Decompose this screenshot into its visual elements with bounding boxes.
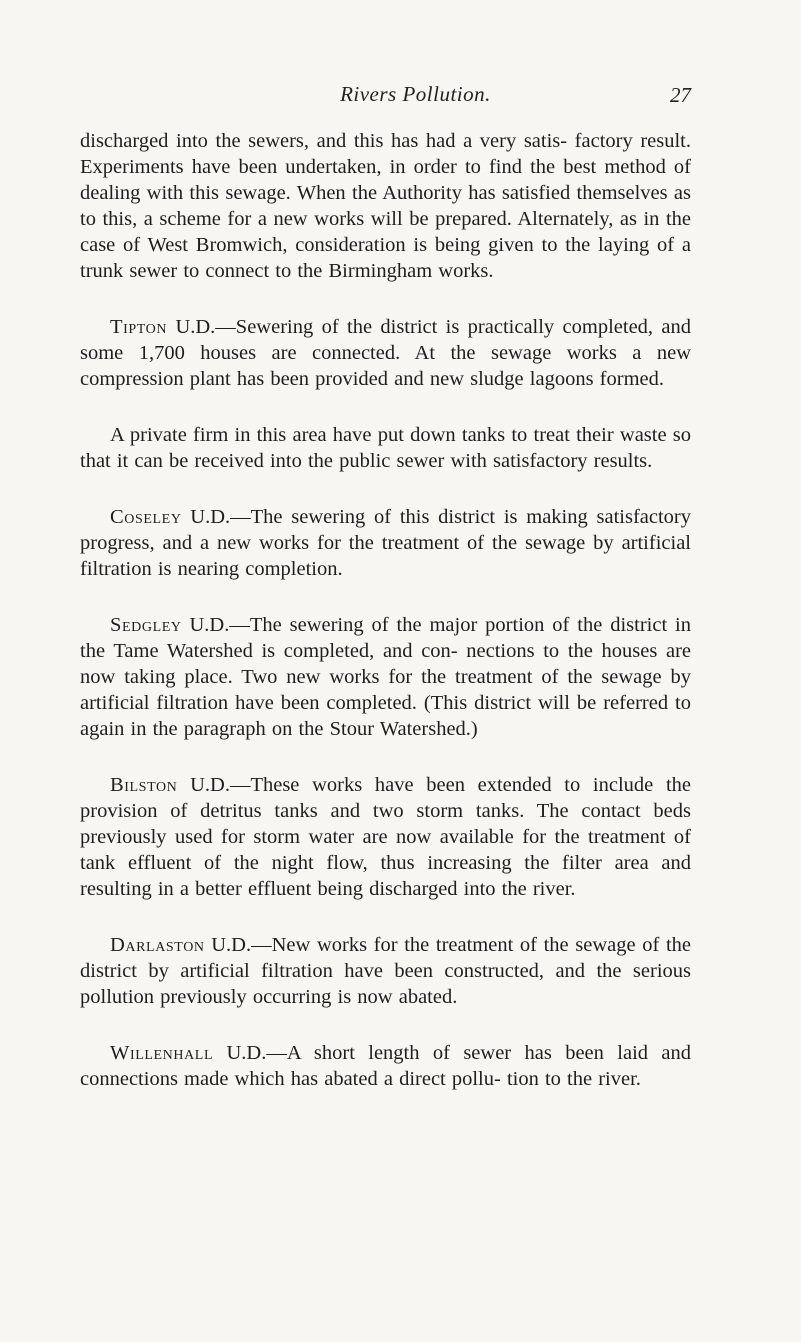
paragraph-text: U.D.—The sewering of the major portion of the district in the Tame Watershed is completed, and con- nections to the houses are now taking place. Two new works for the treatment of the sewage by artificial filtration have been completed. (This district will be referred to again in the paragraph on the Stour Watershed.) xyxy=(80,614,691,740)
paragraph-bilston xyxy=(80,772,691,902)
running-title: Rivers Pollution. xyxy=(340,82,491,106)
paragraph-darlaston xyxy=(80,932,691,1010)
place-name-willenhall: Willenhall xyxy=(110,1042,214,1064)
paragraph-text: discharged into the sewers, and this has had a very satis- factory result. Experiments have been undertaken, in order to find the best method of dealing with this sewage. When the Authority has satisfied themselves as to this, a scheme for a new works will be prepared. Alternately, as in the case of West Bromwich, consideration is being given to the laying of a trunk sewer to connect to the Birmingham works. xyxy=(80,130,691,282)
paragraph-text: U.D.—These works have been extended to include the provision of detritus tanks and two storm tanks. The contact beds previously used for storm water are now available for the treatment of tank effluent of the night flow, thus increasing the filter area and resulting in a better effluent being discharged into the river. xyxy=(80,774,691,900)
body-text xyxy=(80,128,691,1122)
running-header xyxy=(80,82,691,110)
place-name-bilston: Bilston xyxy=(110,774,178,796)
place-name-sedgley: Sedgley xyxy=(110,614,182,636)
paragraph-text: U.D.—A short length of sewer has been laid and connections made which has abated a direct pollu- tion to the river. xyxy=(80,1042,691,1090)
paragraph-text: U.D.—Sewering of the district is practically completed, and some 1,700 houses are connected. At the sewage works a new compression plant has been provided and new sludge lagoons formed. xyxy=(80,316,691,390)
paragraph-willenhall xyxy=(80,1040,691,1092)
paragraph-sedgley xyxy=(80,612,691,742)
paragraph-coseley xyxy=(80,504,691,582)
paragraph-continuation xyxy=(80,128,691,284)
place-name-tipton: Tipton xyxy=(110,316,168,338)
paragraph-text: A private firm in this area have put down tanks to treat their waste so that it can be received into the public sewer with satisfactory results. xyxy=(80,424,691,472)
paragraph-text: U.D.—New works for the treatment of the sewage of the district by artificial filtration have been constructed, and the serious pollution previously occurring is now abated. xyxy=(80,934,691,1008)
paragraph-private-firm xyxy=(80,422,691,474)
page-number: 27 xyxy=(670,83,691,107)
place-name-coseley: Coseley xyxy=(110,506,182,528)
place-name-darlaston: Darlaston xyxy=(110,934,205,956)
paragraph-tipton xyxy=(80,314,691,392)
paragraph-text: U.D.—The sewering of this district is making satisfactory progress, and a new works for the treatment of the sewage by artificial filtration is nearing completion. xyxy=(80,506,691,580)
